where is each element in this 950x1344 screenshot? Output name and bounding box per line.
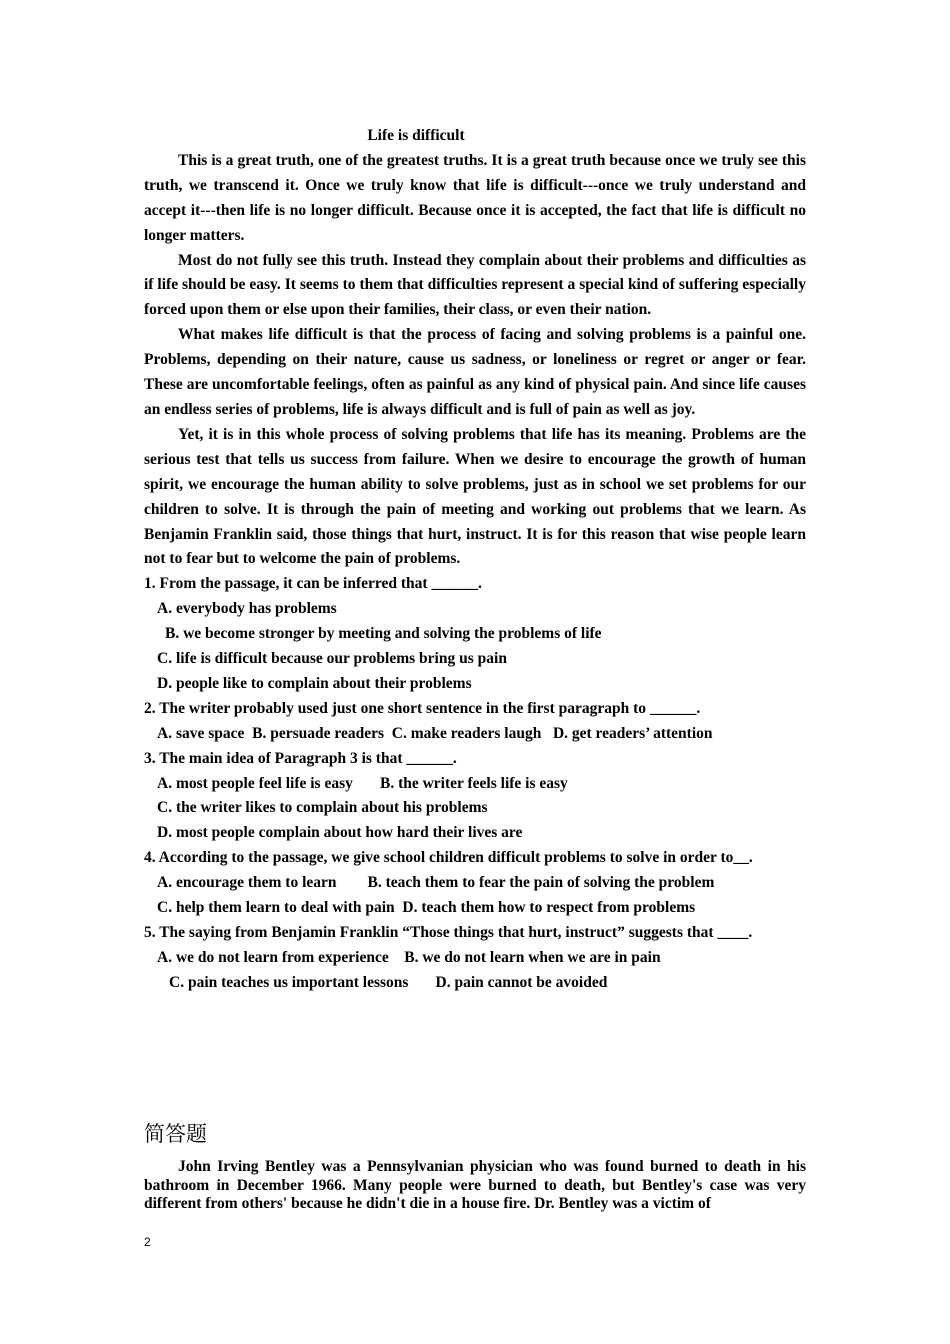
- question-stem: 1. From the passage, it can be inferred that ______.: [144, 575, 482, 593]
- question-option: D. people like to complain about their problems: [157, 674, 472, 692]
- question-stem: 4. According to the passage, we give school children difficult problems to solve in order to__.: [144, 849, 753, 867]
- question-stem: 3. The main idea of Paragraph 3 is that ______.: [144, 749, 457, 767]
- question-1: [144, 572, 806, 697]
- question-option: C. life is difficult because our problems bring us pain: [157, 650, 507, 668]
- question-stem: 2. The writer probably used just one short sentence in the first paragraph to ______.: [144, 699, 701, 717]
- question-3: [144, 747, 806, 847]
- passage-paragraph-3: What makes life difficult is that the process of facing and solving problems is a painful one. Problems, depending on their nature, cause us sadness, or loneliness or regret or anger or fear. These are uncomfortable feelings, often as painful as any kind of physical pain. And since life causes an endless series of problems, life is always difficult and is full of pain as well as joy.: [144, 326, 806, 418]
- question-option: C. the writer likes to complain about his problems: [157, 799, 488, 817]
- question-option: C. help them learn to deal with pain D. teach them how to respect from problems: [157, 899, 696, 917]
- question-option: D. most people complain about how hard their lives are: [157, 824, 523, 842]
- page-number: 2: [144, 1235, 151, 1249]
- question-option: A. we do not learn from experience B. we do not learn when we are in pain: [157, 948, 661, 966]
- passage-title: Life is difficult: [367, 127, 465, 144]
- question-option: A. most people feel life is easy B. the writer feels life is easy: [157, 774, 568, 792]
- passage-paragraph-4: Yet, it is in this whole process of solving problems that life has its meaning. Problems are the serious test that tells us success from failure. When we desire to encourage the growth of human spirit, we encourage the human ability to solve problems, just as in school we set problems for our children to solve. It is through the pain of meeting and working out problems that we learn. As Benjamin Franklin said, those things that hurt, instruct. It is for this reason that wise people learn not to fear but to welcome the pain of problems.: [144, 425, 806, 568]
- passage-paragraph-1: This is a great truth, one of the greatest truths. It is a great truth because once we truly see this truth, we transcend it. Once we truly know that life is difficult---once we truly understand and accept it---then life is no longer difficult. Because once it is accepted, the fact that life is difficult no longer matters.: [144, 151, 806, 244]
- question-option: A. save space B. persuade readers C. make readers laugh D. get readers’ attention: [157, 724, 713, 742]
- question-stem: 5. The saying from Benjamin Franklin “Those things that hurt, instruct” suggests that ____.: [144, 924, 753, 941]
- section-heading: 简答题: [144, 1122, 207, 1146]
- passage-paragraph-2: Most do not fully see this truth. Instead they complain about their problems and difficulties as if life should be easy. It seems to them that difficulties represent a special kind of suffering especially forced upon them or else upon their families, their class, or even their nation.: [144, 251, 806, 319]
- question-option: A. everybody has problems: [157, 600, 337, 618]
- question-option: C. pain teaches us important lessons D. pain cannot be avoided: [169, 973, 608, 991]
- question-5: [144, 921, 806, 996]
- section-paragraph: John Irving Bentley was a Pennsylvanian physician who was found burned to death in his bathroom in December 1966. Many people were burned to death, but Bentley's case was very different from others' because he didn't die in a house fire. Dr. Bentley was a victim of: [144, 1158, 806, 1212]
- question-4: [144, 846, 806, 921]
- question-option: B. we become stronger by meeting and solving the problems of life: [165, 625, 602, 643]
- question-option: A. encourage them to learn B. teach them to fear the pain of solving the problem: [157, 874, 715, 892]
- reading-passage: [144, 124, 806, 996]
- question-2: [144, 697, 806, 747]
